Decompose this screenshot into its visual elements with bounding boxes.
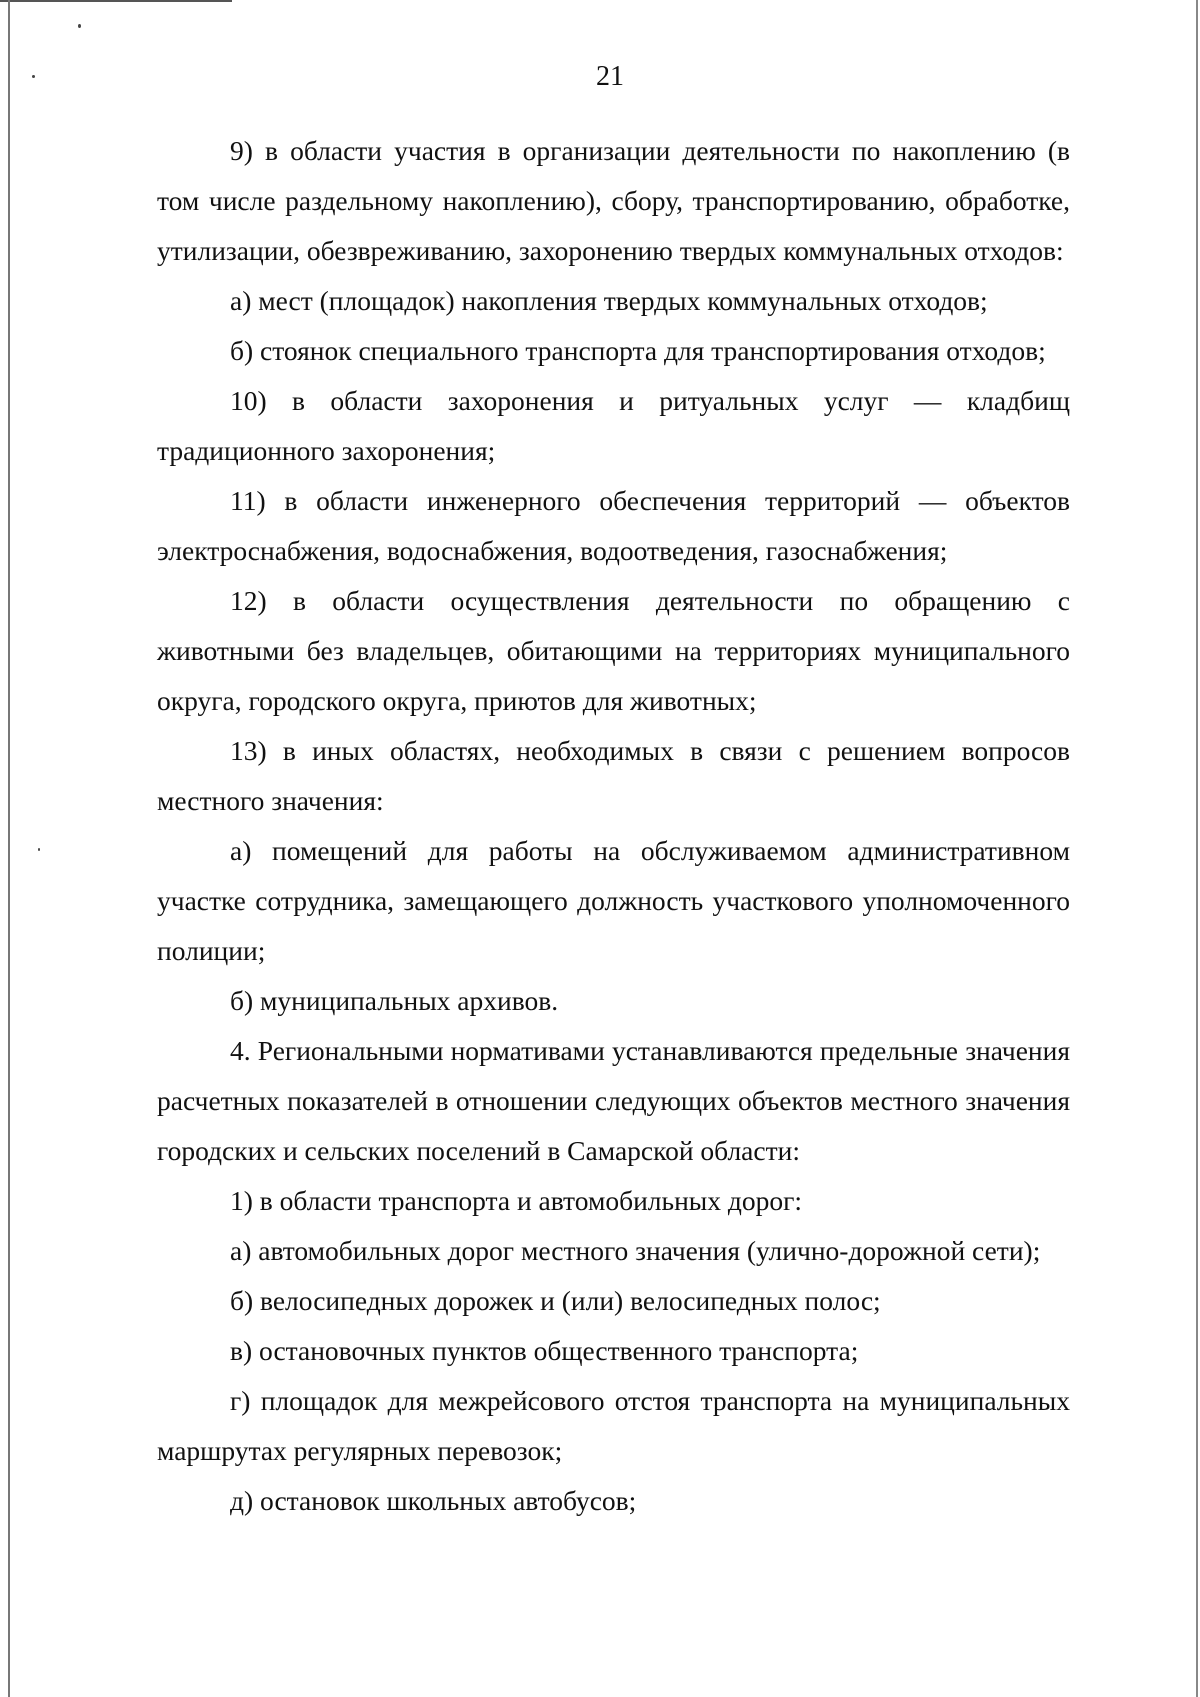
paragraph-item-9: 9) в области участия в организации деятельности по накоплению (в том числе раздельному накоплению), сбору, транспортированию, обработке, утилизации, обезвреживанию, захоронению твердых коммунальных отходов: <box>157 135 1070 266</box>
paragraph-subitem-b: б) муниципальных архивов. <box>230 985 559 1016</box>
scan-speck <box>78 24 81 28</box>
paragraph-item-11: 11) в области инженерного обеспечения территорий — объектов электроснабжения, водоснабжения, водоотведения, газоснабжения; <box>157 485 1070 566</box>
paragraph-subitem-v: в) остановочных пунктов общественного транспорта; <box>230 1335 859 1366</box>
scan-edge-top <box>0 0 232 2</box>
paragraph-subitem-g: г) площадок для межрейсового отстоя транспорта на муниципальных маршрутах регулярных перевозок; <box>157 1385 1070 1466</box>
scan-edge-left <box>8 0 10 1697</box>
paragraph-item-12: 12) в области осуществления деятельности по обращению с животными без владельцев, обитающими на территориях муниципального округа, городского округа, приютов для животных; <box>157 585 1070 716</box>
paragraph-item-13: 13) в иных областях, необходимых в связи с решением вопросов местного значения: <box>157 735 1070 816</box>
paragraph-subitem-a: а) мест (площадок) накопления твердых коммунальных отходов; <box>230 285 988 316</box>
scan-edge-right <box>1196 0 1198 1697</box>
paragraph-item-10: 10) в области захоронения и ритуальных услуг — кладбищ традиционного захоронения; <box>157 385 1070 466</box>
paragraph-subitem-d: д) остановок школьных автобусов; <box>230 1485 637 1516</box>
paragraph-section-4: 4. Региональными нормативами устанавливаются предельные значения расчетных показателей в отношении следующих объектов местного значения городских и сельских поселений в Самарской области: <box>157 1035 1070 1166</box>
paragraph-subitem-b: б) велосипедных дорожек и (или) велосипедных полос; <box>230 1285 881 1316</box>
document-body <box>157 126 1070 1526</box>
paragraph-subitem-a: а) помещений для работы на обслуживаемом административном участке сотрудника, замещающего должность участкового уполномоченного полиции; <box>157 835 1070 966</box>
page-number: 21 <box>596 61 624 92</box>
paragraph-item-1: 1) в области транспорта и автомобильных дорог: <box>230 1185 803 1216</box>
paragraph-subitem-b: б) стоянок специального транспорта для транспортирования отходов; <box>230 335 1046 366</box>
scan-speck <box>38 848 40 851</box>
paragraph-subitem-a: а) автомобильных дорог местного значения (улично-дорожной сети); <box>230 1235 1041 1266</box>
